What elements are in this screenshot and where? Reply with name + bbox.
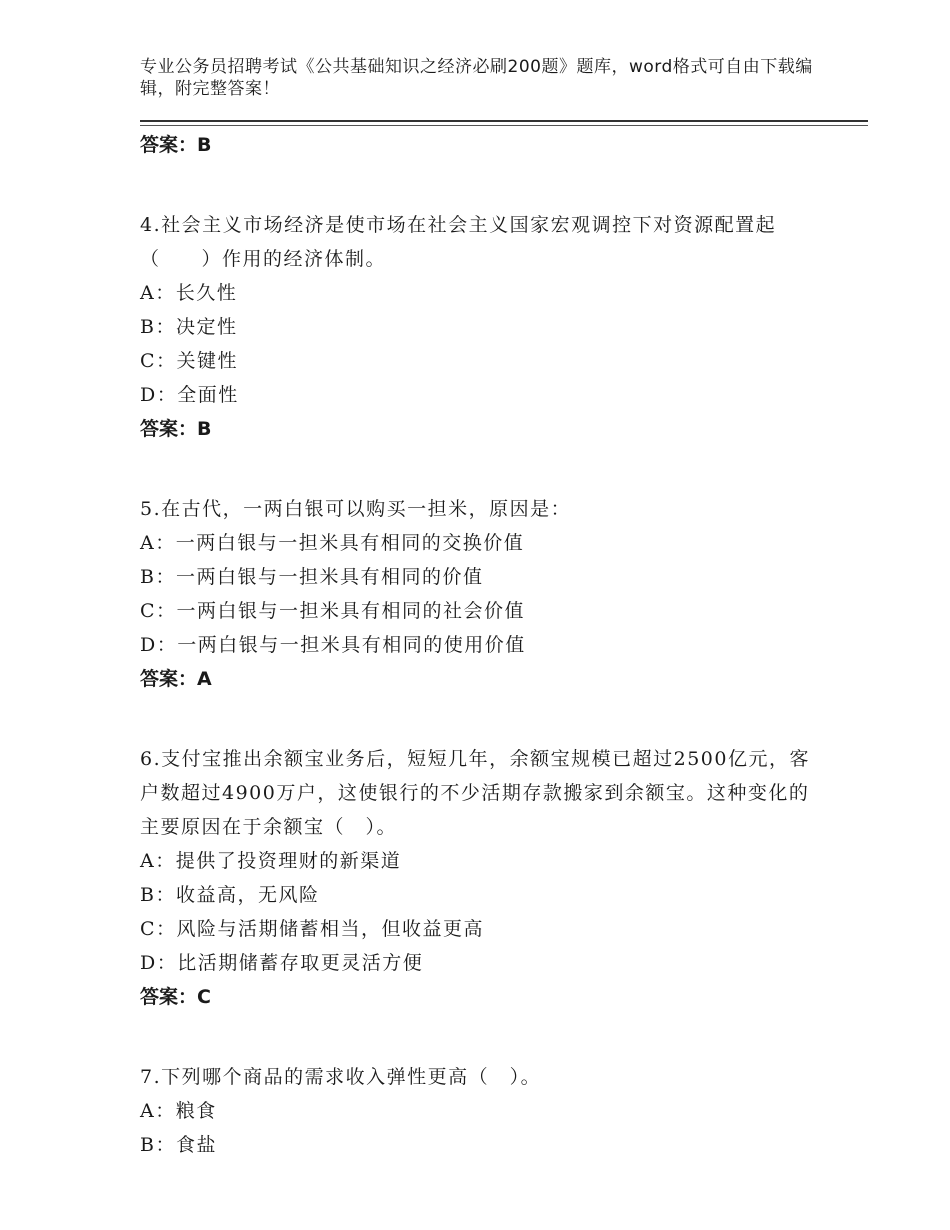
question-stem: 6.支付宝推出余额宝业务后，短短几年，余额宝规模已超过2500亿元，客户数超过4900万户，这使银行的不少活期存款搬家到余额宝。这种变化的主要原因在于余额宝（ ）。 — [140, 748, 810, 838]
option-b: B：食盐 — [140, 1134, 217, 1156]
document-body — [140, 128, 820, 1162]
answer-line: 答案：B — [140, 134, 212, 156]
option-a: A：长久性 — [140, 282, 238, 304]
option-d: D：比活期储蓄存取更灵活方便 — [140, 952, 424, 974]
question-4 — [140, 208, 820, 446]
question-stem: 4.社会主义市场经济是使市场在社会主义国家宏观调控下对资源配置起（ ）作用的经济体制。 — [140, 214, 777, 270]
answer-line: 答案：A — [140, 668, 212, 690]
option-a: A：粮食 — [140, 1100, 217, 1122]
option-b: B：决定性 — [140, 316, 238, 338]
question-stem: 7.下列哪个商品的需求收入弹性更高（ ）。 — [140, 1066, 542, 1088]
answer-line: 答案：C — [140, 986, 211, 1008]
question-5 — [140, 492, 820, 696]
option-b: B：收益高，无风险 — [140, 884, 320, 906]
option-a: A：提供了投资理财的新渠道 — [140, 850, 402, 872]
page-header: 专业公务员招聘考试《公共基础知识之经济必刷200题》题库，word格式可自由下载编辑，附完整答案！ — [140, 57, 813, 99]
answer-line: 答案：B — [140, 418, 212, 440]
option-c: C：风险与活期储蓄相当，但收益更高 — [140, 918, 485, 940]
option-d: D：全面性 — [140, 384, 239, 406]
question-7 — [140, 1060, 820, 1162]
option-d: D：一两白银与一担米具有相同的使用价值 — [140, 634, 526, 656]
header-divider-thin — [140, 125, 868, 126]
option-c: C：关键性 — [140, 350, 239, 372]
option-c: C：一两白银与一担米具有相同的社会价值 — [140, 600, 526, 622]
option-b: B：一两白银与一担米具有相同的价值 — [140, 566, 484, 588]
header-divider — [140, 120, 868, 122]
option-a: A：一两白银与一担米具有相同的交换价值 — [140, 532, 525, 554]
question-6 — [140, 742, 820, 1014]
question-stem: 5.在古代，一两白银可以购买一担米，原因是： — [140, 498, 572, 520]
